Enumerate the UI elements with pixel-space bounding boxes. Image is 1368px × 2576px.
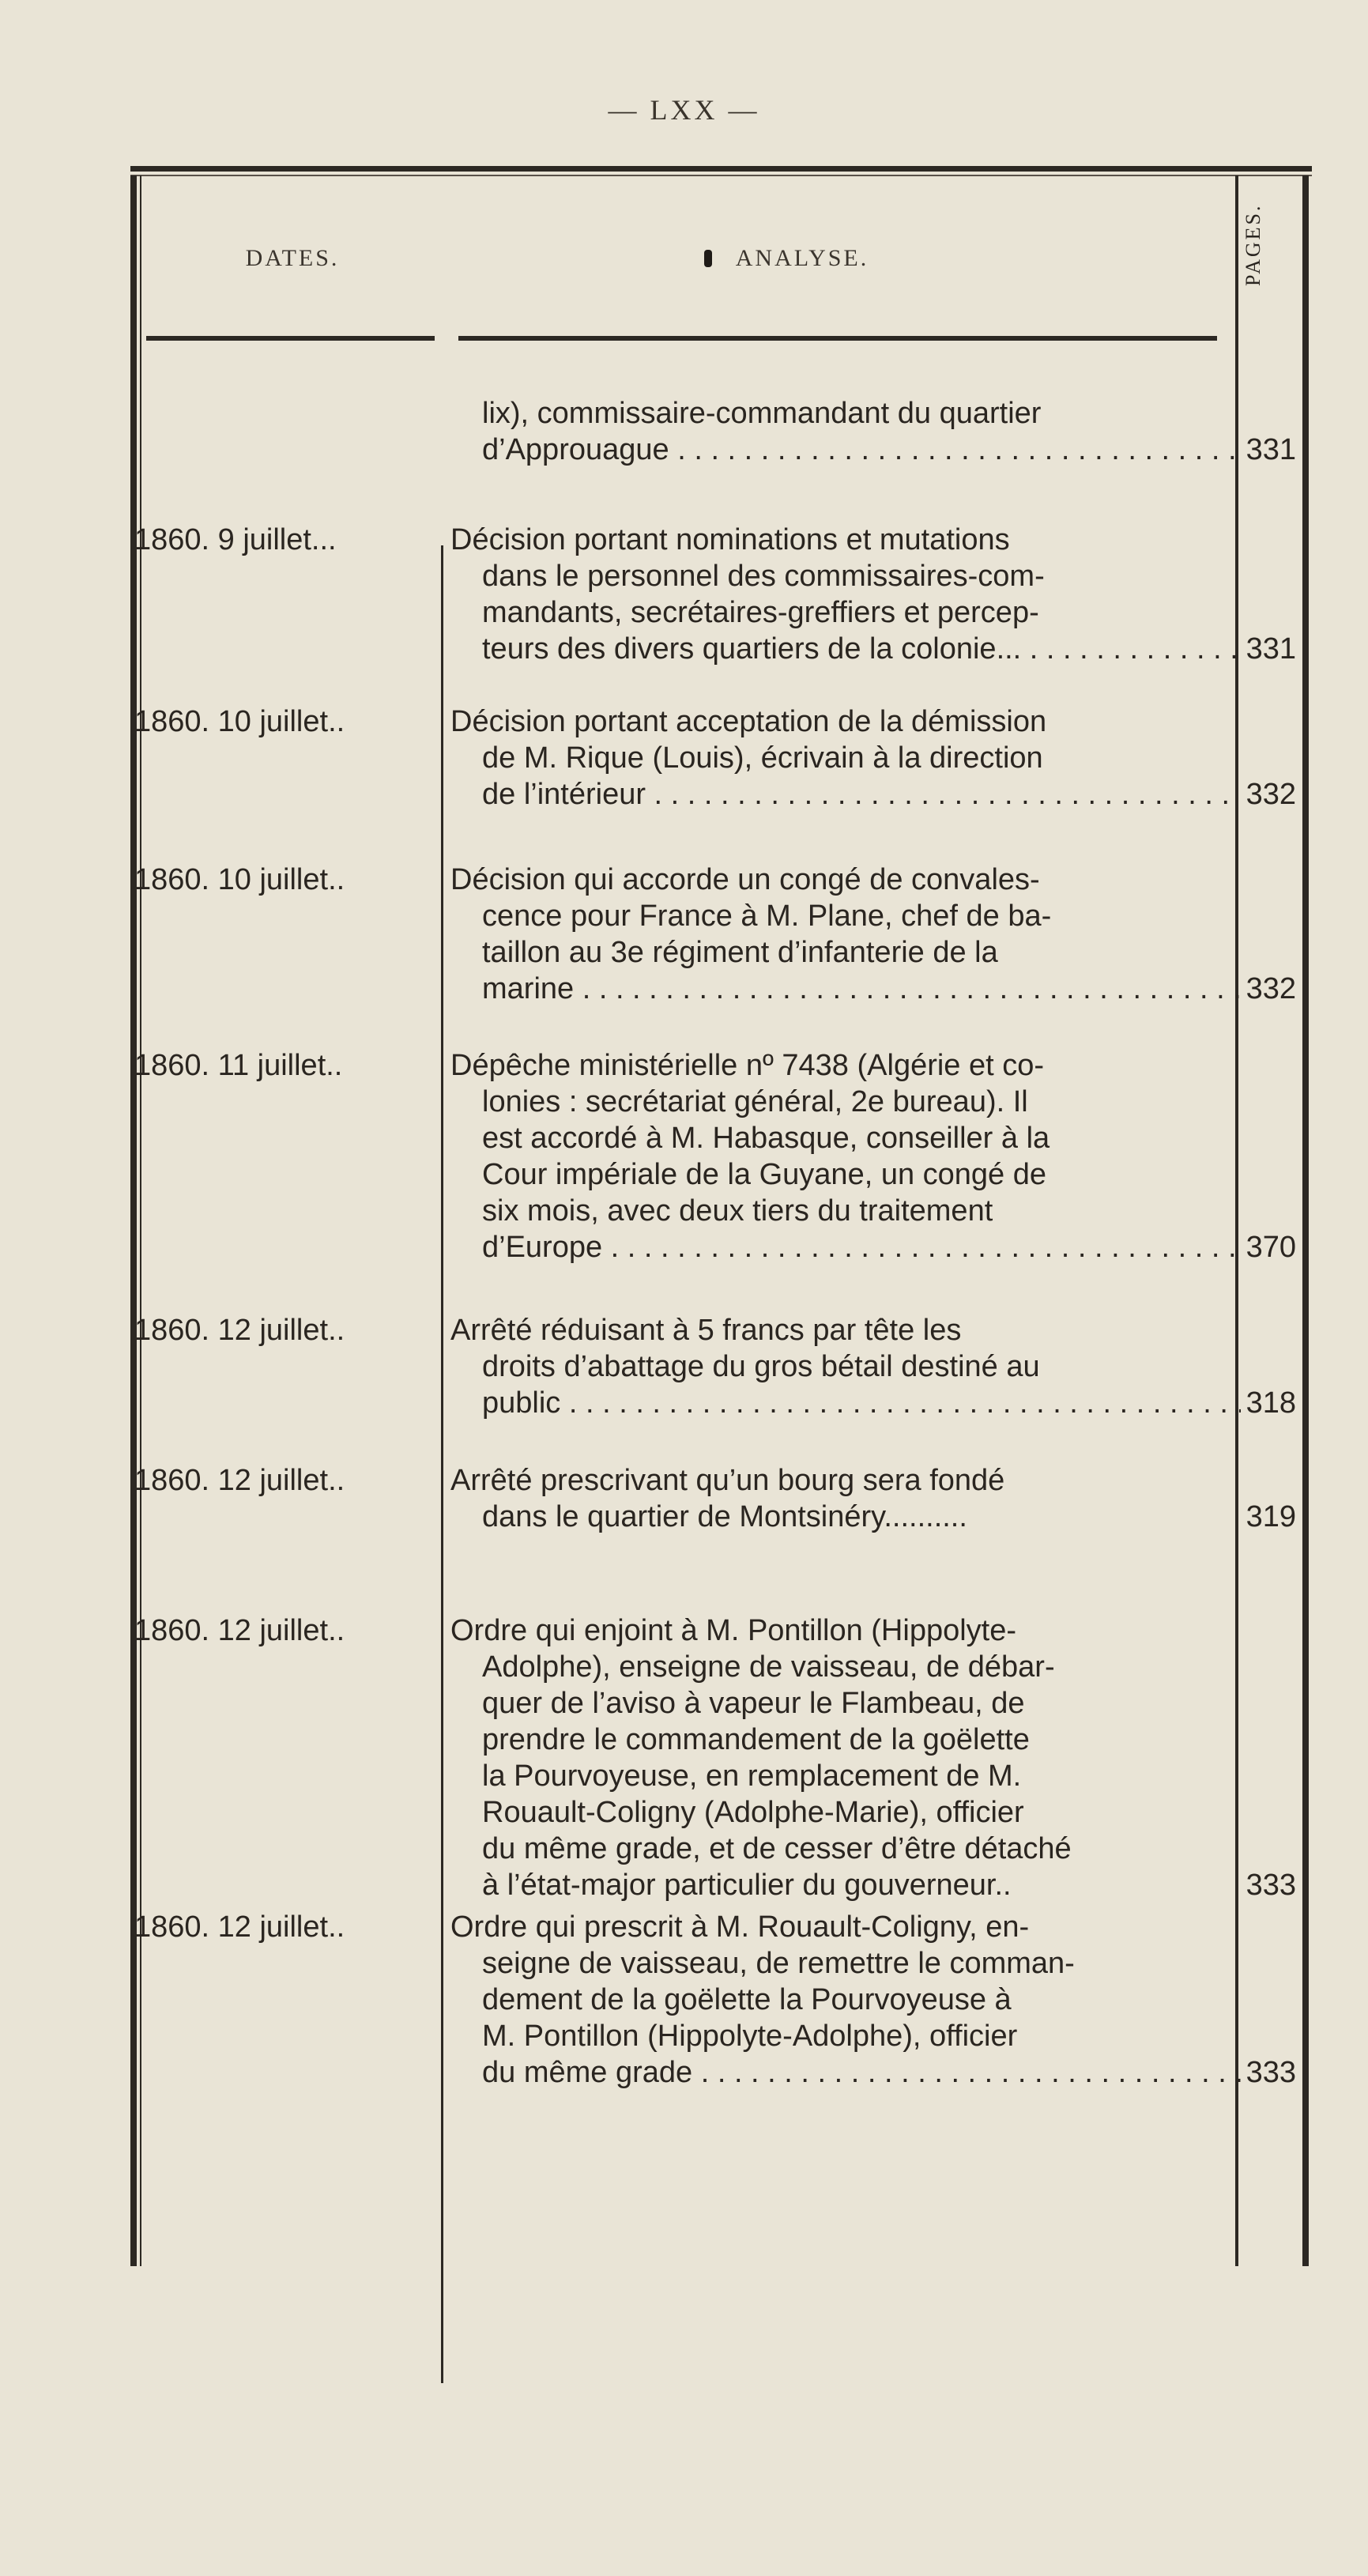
entry-page-number: 333	[1246, 2056, 1296, 2089]
analysis-line: six mois, avec deux tiers du traitement	[482, 1194, 993, 1228]
analysis-line: Ordre qui prescrit à M. Rouault-Coligny, en-	[450, 1910, 1030, 1944]
analysis-line: Dépêche ministérielle nº 7438 (Algérie et co-	[450, 1049, 1045, 1082]
analysis-line: d’Europe . . .	[450, 1229, 1241, 1265]
right-border	[1302, 175, 1309, 2266]
analysis-line: d’Approuague . . .	[450, 432, 1241, 468]
header-analyse	[458, 245, 1114, 272]
entry-date: 1860. 10 juillet..	[134, 863, 345, 896]
header-pages: PAGES.	[1242, 203, 1264, 287]
analysis-line: est accordé à M. Habasque, conseiller à la	[482, 1122, 1050, 1155]
top-rule	[130, 166, 1312, 172]
analysis-line: dans le personnel des commissaires-com-	[482, 560, 1045, 593]
analysis-line: public . . .	[450, 1385, 1241, 1421]
entry-analysis	[450, 703, 1241, 813]
entry-analysis	[450, 522, 1241, 667]
entry-page-number: 331	[1246, 433, 1296, 466]
analysis-line: Ordre qui enjoint à M. Pontillon (Hippolyte-	[450, 1614, 1017, 1647]
analysis-line: quer de l’aviso à vapeur le Flambeau, de	[482, 1687, 1025, 1720]
entry-date: 1860. 9 juillet...	[134, 523, 337, 556]
analysis-line: dement de la goëlette la Pourvoyeuse à	[482, 1983, 1012, 2016]
analysis-line: taillon au 3e régiment d’infanterie de la	[482, 936, 998, 969]
analysis-line: de l’intérieur . . .	[450, 776, 1241, 813]
entry-date: 1860. 12 juillet..	[134, 1614, 345, 1647]
header-dates: DATES.	[245, 245, 340, 271]
entry-date: 1860. 10 juillet..	[134, 705, 345, 738]
entry-date: 1860. 12 juillet..	[134, 1314, 345, 1347]
analysis-line: du même grade . . .	[450, 2054, 1241, 2091]
entry-page-number: 319	[1246, 1500, 1296, 1533]
entry-analysis	[450, 1462, 1241, 1535]
entry-page-number: 332	[1246, 778, 1296, 811]
entry-page-number: 332	[1246, 972, 1296, 1005]
analysis-line: Adolphe), enseigne de vaisseau, de débar-	[482, 1650, 1055, 1684]
entry-date: 1860. 12 juillet..	[134, 1464, 345, 1497]
analysis-line: cence pour France à M. Plane, chef de ba-	[482, 900, 1052, 933]
analysis-line: la Pourvoyeuse, en remplacement de M.	[482, 1759, 1022, 1793]
header-rule-analyse	[458, 336, 1217, 341]
left-border-inner	[140, 175, 141, 2266]
analysis-line: droits d’abattage du gros bétail destiné au	[482, 1350, 1040, 1383]
analysis-line: prendre le commandement de la goëlette	[482, 1723, 1030, 1756]
entry-page-number: 370	[1246, 1231, 1296, 1264]
entry-date: 1860. 12 juillet..	[134, 1910, 345, 1944]
dates-analyse-divider	[441, 545, 443, 2383]
top-rule-thin	[130, 175, 1312, 176]
entry-analysis	[450, 395, 1241, 468]
entry-analysis	[450, 1909, 1241, 2091]
bullet-icon	[704, 250, 712, 267]
analysis-line: seigne de vaisseau, de remettre le comman-	[482, 1947, 1075, 1980]
analysis-line: Arrêté prescrivant qu’un bourg sera fondé	[450, 1464, 1005, 1497]
analysis-line: lonies : secrétariat général, 2e bureau). Il	[482, 1085, 1028, 1118]
analysis-line: de M. Rique (Louis), écrivain à la direction	[482, 741, 1043, 775]
analysis-line: Rouault-Coligny (Adolphe-Marie), officier	[482, 1796, 1024, 1829]
analysis-line: lix), commissaire-commandant du quartier	[482, 397, 1042, 430]
entry-analysis	[450, 1612, 1241, 1903]
entry-analysis	[450, 1312, 1241, 1421]
analysis-line: mandants, secrétaires-greffiers et percep-	[482, 596, 1039, 629]
header-rule-dates	[146, 336, 435, 341]
analysis-line: Décision portant nominations et mutations	[450, 523, 1010, 556]
entry-page-number: 331	[1246, 632, 1296, 666]
analysis-line: Décision portant acceptation de la démission	[450, 705, 1047, 738]
analysis-line: Cour impériale de la Guyane, un congé de	[482, 1158, 1047, 1191]
analysis-line: à l’état-major particulier du gouverneur..	[482, 1869, 1012, 1902]
analysis-line: Arrêté réduisant à 5 francs par tête les	[450, 1314, 962, 1347]
table-frame	[130, 166, 1312, 2269]
page-number: — LXX —	[608, 94, 760, 126]
entry-page-number: 333	[1246, 1869, 1296, 1902]
entry-analysis	[450, 862, 1241, 1007]
entry-page-number: 318	[1246, 1386, 1296, 1420]
analysis-line: M. Pontillon (Hippolyte-Adolphe), officier	[482, 2020, 1018, 2053]
entry-date: 1860. 11 juillet..	[134, 1049, 343, 1082]
analysis-line: du même grade, et de cesser d’être détaché	[482, 1832, 1072, 1865]
analysis-line: dans le quartier de Montsinéry..........	[482, 1500, 967, 1533]
header-analyse-label: ANALYSE.	[735, 245, 869, 271]
analysis-line: marine . . .	[450, 971, 1241, 1007]
analysis-line: teurs des divers quartiers de la colonie... . . .	[450, 631, 1241, 667]
analysis-line: Décision qui accorde un congé de convales-	[450, 863, 1040, 896]
entry-analysis	[450, 1047, 1241, 1265]
left-border	[130, 175, 137, 2266]
